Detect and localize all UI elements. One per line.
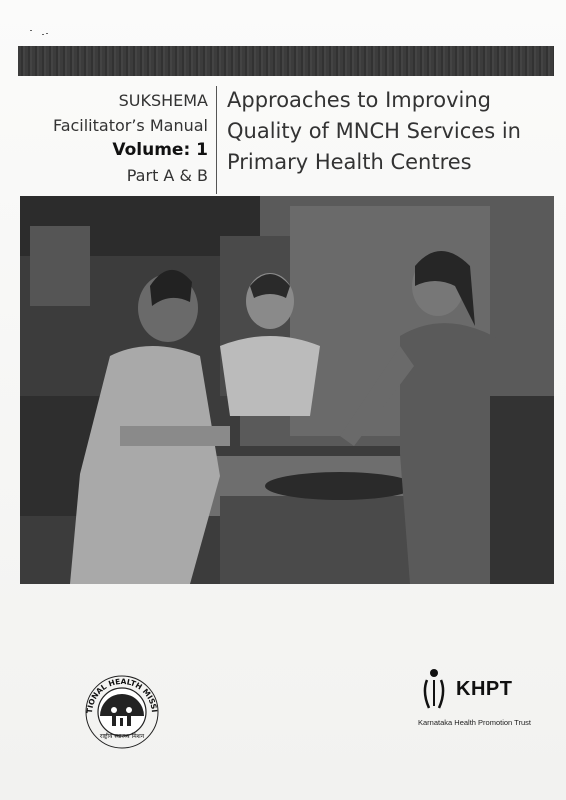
title-line-3: Primary Health Centres — [227, 150, 472, 174]
khpt-logo — [420, 668, 535, 738]
khpt-name: KHPT — [456, 678, 513, 700]
part-label: Part A & B — [126, 166, 208, 185]
header-divider — [216, 86, 217, 194]
document-title — [227, 85, 547, 178]
program-name: SUKSHEMA — [118, 91, 208, 110]
cover-photo — [20, 196, 554, 584]
title-line-2: Quality of MNCH Services in — [227, 119, 521, 143]
national-health-mission-logo — [82, 672, 162, 752]
khpt-full-name: Karnataka Health Promotion Trust — [418, 718, 531, 727]
scan-specks — [30, 30, 50, 36]
top-decorative-band — [18, 46, 554, 76]
volume-label: Volume: 1 — [112, 140, 208, 160]
title-line-1: Approaches to Improving — [227, 88, 491, 112]
manual-type: Facilitator’s Manual — [52, 116, 208, 135]
nhm-hindi-text: राष्ट्रीय स्वास्थ्य मिशन — [99, 733, 145, 740]
khpt-figure-icon — [422, 668, 446, 710]
nhm-ring-text: TIONAL HEALTH MISSI — [84, 676, 159, 714]
manual-info-block — [18, 88, 208, 188]
